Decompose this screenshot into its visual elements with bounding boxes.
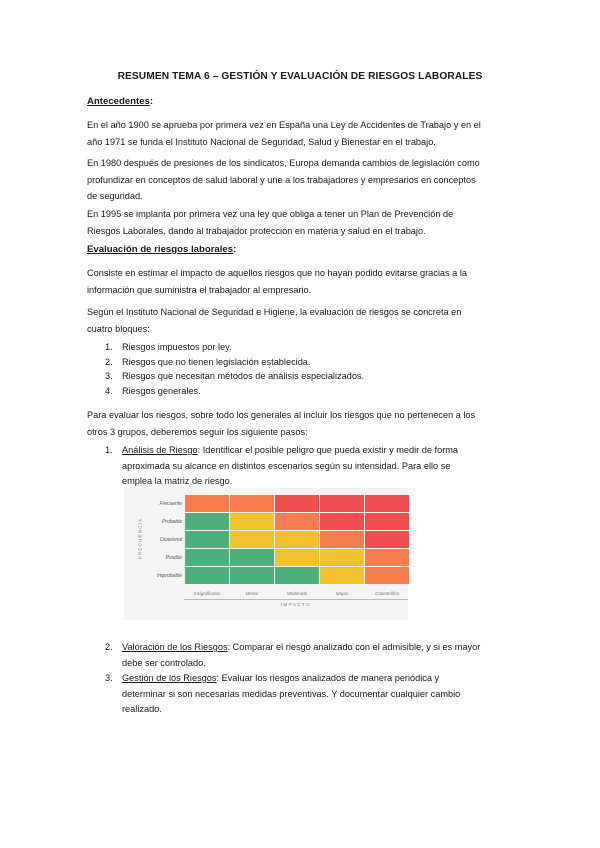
paso-text: : Evaluar los riesgos analizados de manera periódica y bbox=[216, 673, 440, 683]
list-text: Riesgos que no tienen legislación establecida. bbox=[122, 356, 311, 367]
row-label: Posible bbox=[165, 555, 182, 561]
y-axis-label: PRECUENCIA bbox=[137, 517, 143, 560]
evaluacion-heading-text: Evaluación de riesgos laborales bbox=[87, 244, 234, 255]
matrix-cell bbox=[320, 495, 364, 512]
risk-matrix bbox=[124, 488, 408, 620]
list-item bbox=[105, 369, 364, 384]
list-number: 2. bbox=[105, 642, 113, 652]
text-line: información que suministra el trabajador al empresario. bbox=[87, 284, 312, 295]
text-line: de seguridad. bbox=[87, 191, 143, 201]
list-text: Riesgos impuestos por ley. bbox=[122, 342, 232, 352]
row-label: Probable bbox=[161, 519, 182, 525]
list-number: 2. bbox=[105, 356, 113, 367]
list-number: 1. bbox=[105, 342, 113, 352]
matrix-cell bbox=[320, 531, 364, 548]
matrix-cell bbox=[185, 513, 229, 530]
list-number: 4. bbox=[105, 385, 113, 396]
text-line: emplea la matriz de riesgo. bbox=[122, 476, 233, 486]
text-line: determinar si son necesarias medidas preventivas. Y documentar cualquier cambio bbox=[122, 688, 461, 699]
paso-term: Análisis de Riesgo bbox=[122, 445, 198, 455]
list-number: 1. bbox=[105, 445, 113, 455]
antecedentes-heading bbox=[87, 96, 153, 107]
antecedentes-heading-colon: : bbox=[149, 96, 154, 107]
matrix-cell bbox=[320, 513, 364, 530]
paso-text: : Identificar el posible peligro que pueda existir y medir de forma bbox=[197, 445, 459, 455]
page-title: RESUMEN TEMA 6 – GESTIÓN Y EVALUACIÓN DE RIESGOS LABORALES bbox=[117, 71, 483, 82]
list-number: 3. bbox=[105, 673, 113, 683]
text-line: cuatro bloques: bbox=[87, 323, 150, 334]
list-item bbox=[105, 355, 364, 370]
matrix-cell bbox=[275, 531, 319, 548]
paso-valoracion bbox=[105, 640, 525, 671]
paragraph-definicion bbox=[87, 265, 517, 298]
paso-text: : Comparar el riesgo analizado con el admisible, y si es mayor bbox=[227, 642, 481, 652]
matrix-cell bbox=[230, 513, 274, 530]
matrix-cell bbox=[275, 567, 319, 584]
text-line: Para evaluar los riesgos, sobre todo los generales al incluir los riesgos que no pertenecen a los bbox=[87, 410, 476, 420]
column-label: Catastrófico bbox=[374, 591, 399, 596]
matrix-cell bbox=[275, 495, 319, 512]
matrix-cell bbox=[185, 495, 229, 512]
column-label: Menor bbox=[245, 591, 259, 596]
text-line: En 1980 después de presiones de los sindicatos, Europa demanda cambios de legislación como bbox=[87, 158, 480, 168]
list-text-block bbox=[122, 640, 525, 671]
row-label: Improbable bbox=[156, 573, 182, 579]
evaluacion-heading bbox=[87, 244, 236, 255]
evaluacion-heading-colon: : bbox=[233, 244, 237, 255]
matrix-cell bbox=[230, 567, 274, 584]
list-number: 3. bbox=[105, 371, 113, 381]
x-axis-line bbox=[184, 599, 408, 600]
text-line: En el año 1900 se aprueba por primera vez en España una Ley de Accidentes de Trabajo y en el bbox=[87, 120, 481, 130]
paragraph-1995 bbox=[87, 206, 517, 239]
paragraph-insht bbox=[87, 304, 517, 337]
list-item bbox=[105, 384, 364, 399]
text-line: debe ser controlado. bbox=[122, 657, 206, 668]
matrix-cell bbox=[185, 531, 229, 548]
matrix-cell bbox=[275, 513, 319, 530]
paragraph-pasos-intro bbox=[87, 407, 517, 440]
matrix-cell bbox=[365, 531, 409, 548]
list-text: Riesgos que necesitan métodos de análisis especializados. bbox=[122, 371, 365, 381]
text-line: Consiste en estimar el impacto de aquellos riesgos que no hayan podido evitarse gracias a la bbox=[87, 268, 467, 278]
bloques-list bbox=[105, 340, 364, 398]
paso-analisis bbox=[105, 443, 525, 490]
matrix-cell bbox=[320, 549, 364, 566]
column-label: Moderado bbox=[286, 591, 308, 596]
matrix-cell bbox=[230, 531, 274, 548]
matrix-cell bbox=[185, 549, 229, 566]
column-label: Mayor bbox=[335, 591, 349, 596]
paso-gestion bbox=[105, 671, 525, 718]
list-text-block bbox=[122, 671, 525, 718]
x-axis-label: IMPACTO bbox=[280, 602, 312, 607]
paragraph-1900 bbox=[87, 117, 517, 150]
text-line: profundizar en conceptos de salud laboral y une a los trabajadores y empresarios en conceptos bbox=[87, 174, 476, 185]
paragraph-1980 bbox=[87, 155, 517, 205]
matrix-cell bbox=[365, 495, 409, 512]
text-line: En 1995 se implanta por primera vez una ley que obliga a tener un Plan de Prevención de bbox=[87, 209, 454, 219]
paso-term: Valoración de los Riesgos bbox=[122, 642, 228, 652]
row-label: Ocasional bbox=[159, 537, 182, 543]
matrix-cell bbox=[230, 495, 274, 512]
text-line: aproximada su alcance en distintos escenarios según su intensidad. Para ello se bbox=[122, 460, 451, 471]
column-label: Insignificante bbox=[193, 591, 221, 596]
list-text: Riesgos generales. bbox=[122, 385, 201, 396]
text-line: realizado. bbox=[122, 704, 162, 714]
list-item bbox=[105, 340, 364, 355]
text-line: Riesgos Laborales, dando al trabajador protección en materia y salud en el trabajo. bbox=[87, 225, 426, 236]
text-line: año 1971 se funda el Instituto Nacional de Seguridad, Salud y Bienestar en el trabajo. bbox=[87, 136, 436, 147]
row-label: Frecuente bbox=[159, 501, 182, 507]
text-line: Según el Instituto Nacional de Seguridad e Higiene, la evaluación de riesgos se concreta en bbox=[87, 307, 462, 317]
text-line: otros 3 grupos, deberemos seguir los siguiente pasos: bbox=[87, 426, 308, 437]
matrix-cell bbox=[365, 549, 409, 566]
list-text-block bbox=[122, 443, 525, 490]
antecedentes-heading-text: Antecedentes bbox=[87, 96, 150, 107]
matrix-cell bbox=[365, 567, 409, 584]
matrix-cell bbox=[320, 567, 364, 584]
matrix-cell bbox=[230, 549, 274, 566]
matrix-cell bbox=[185, 567, 229, 584]
matrix-cell bbox=[275, 549, 319, 566]
paso-term: Gestión de los Riesgos bbox=[122, 673, 217, 683]
matrix-cell bbox=[365, 513, 409, 530]
